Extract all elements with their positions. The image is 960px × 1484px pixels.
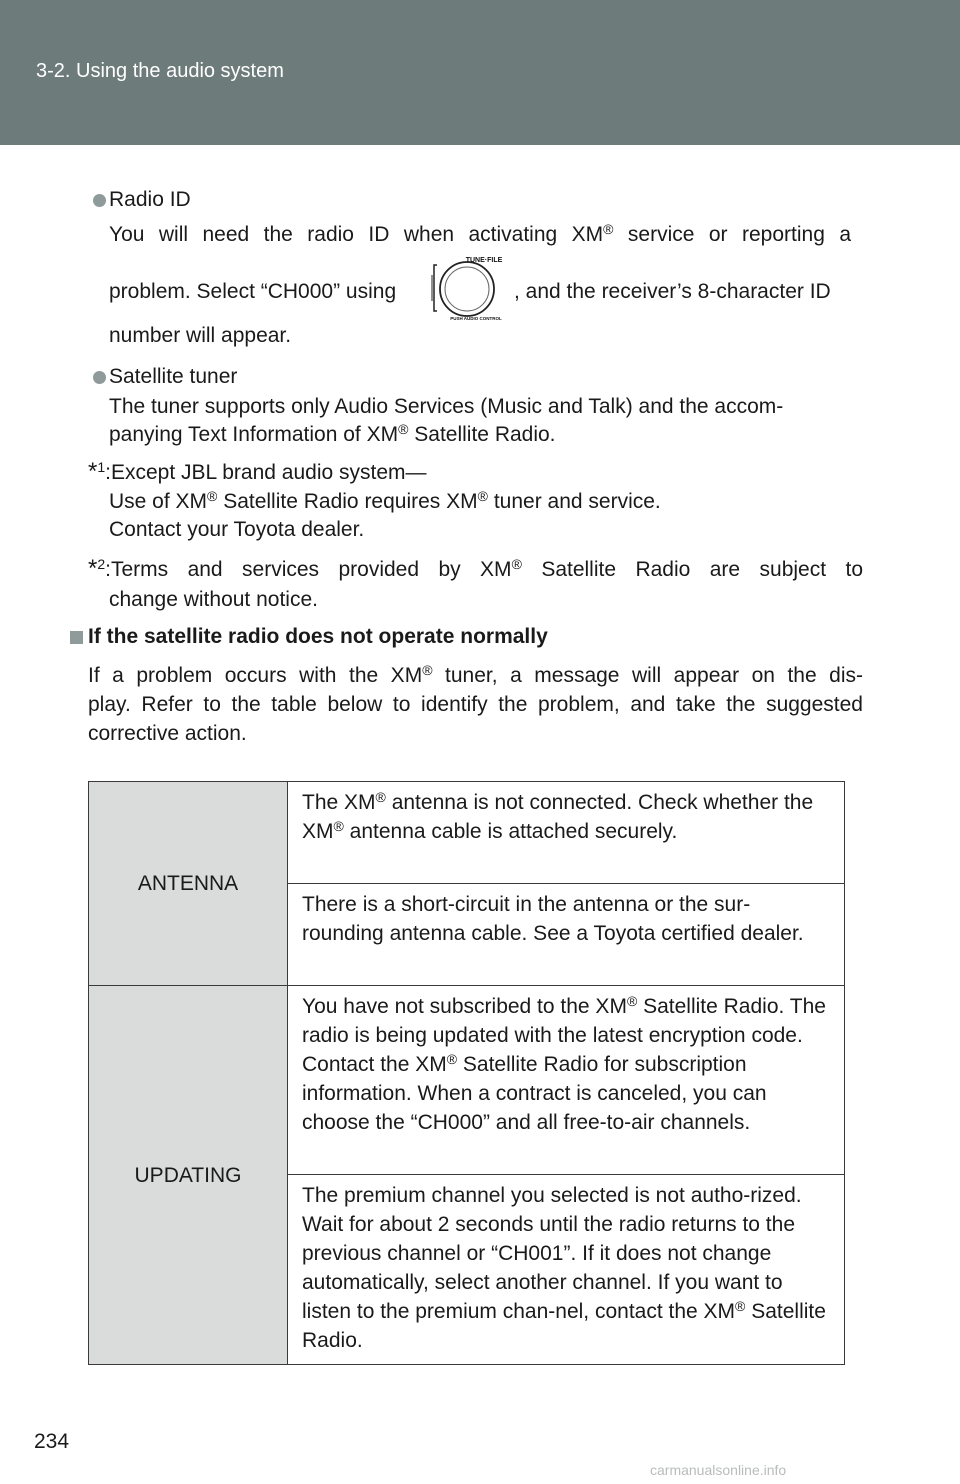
- table-row: [89, 782, 845, 884]
- radio-id-line-1: You will need the radio ID when activating XM® service or reporting a: [109, 221, 851, 246]
- knob-top-label: TUNE·FILE: [465, 257, 503, 264]
- antenna-code: ANTENNA: [89, 782, 288, 986]
- footnote-1-line-1: *$^1$:Except JBL brand audio system—: [88, 458, 427, 485]
- satellite-tuner-line-1: The tuner supports only Audio Services (Music and Talk) and the accom-: [109, 395, 784, 418]
- section-line-3: corrective action.: [88, 722, 247, 745]
- satellite-tuner-line-2: panying Text Information of XM® Satellite Radio.: [109, 421, 556, 446]
- knob-bottom-label: PUSH AUDIO CONTROL: [450, 316, 502, 321]
- footnote-2-line-1: *$^2$:Terms and services provided by XM® Satellite Radio are subject to: [88, 555, 863, 582]
- antenna-desc-2: There is a short-circuit in the antenna or the sur-rounding antenna cable. See a Toyota certified dealer.: [288, 884, 845, 986]
- radio-id-line-2a: problem. Select “CH000” using: [109, 280, 397, 303]
- updating-desc-2: The premium channel you selected is not autho-rized. Wait for about 2 seconds until the radio returns to the previous channel or “CH001”. If it does not change automatically, select another channel. If you want to listen to the premium chan-nel, contact the XM® Satellite Radio.: [288, 1175, 845, 1365]
- troubleshooting-table: [88, 781, 845, 1365]
- section-square-icon: [70, 631, 83, 644]
- watermark: carmanualsonline.info: [650, 1462, 787, 1478]
- updating-code: UPDATING: [89, 986, 288, 1365]
- footnote-1-line-3: Contact your Toyota dealer.: [109, 518, 365, 541]
- section-heading: If the satellite radio does not operate normally: [88, 625, 548, 648]
- satellite-tuner-title: Satellite tuner: [109, 365, 238, 388]
- updating-desc-1: You have not subscribed to the XM® Satellite Radio. The radio is being updated with the latest encryption code. Contact the XM® Satellite Radio for subscription information. When a contract is canceled, you can choose the “CH000” and all free-to-air channels.: [288, 986, 845, 1175]
- bullet-icon: [93, 371, 106, 384]
- bullet-icon: [93, 194, 106, 207]
- section-line-2: play. Refer to the table below to identify the problem, and take the suggested: [88, 693, 863, 716]
- table-row: [89, 986, 845, 1175]
- radio-id-line-2b: , and the receiver’s 8-character ID: [514, 280, 831, 303]
- page-header: [0, 0, 960, 145]
- page-number: 234: [34, 1430, 70, 1453]
- tune-file-knob-icon: [424, 255, 509, 321]
- radio-id-line-3: number will appear.: [109, 324, 292, 347]
- section-title: 3-2. Using the audio system: [36, 60, 284, 82]
- footnote-1-line-2: Use of XM® Satellite Radio requires XM® tuner and service.: [109, 488, 661, 513]
- antenna-desc-1: The XM® antenna is not connected. Check whether the XM® antenna cable is attached securely.: [288, 782, 845, 884]
- section-line-1: If a problem occurs with the XM® tuner, a message will appear on the dis-: [88, 662, 863, 687]
- radio-id-title: Radio ID: [109, 188, 191, 211]
- footnote-2-line-2: change without notice.: [109, 588, 318, 611]
